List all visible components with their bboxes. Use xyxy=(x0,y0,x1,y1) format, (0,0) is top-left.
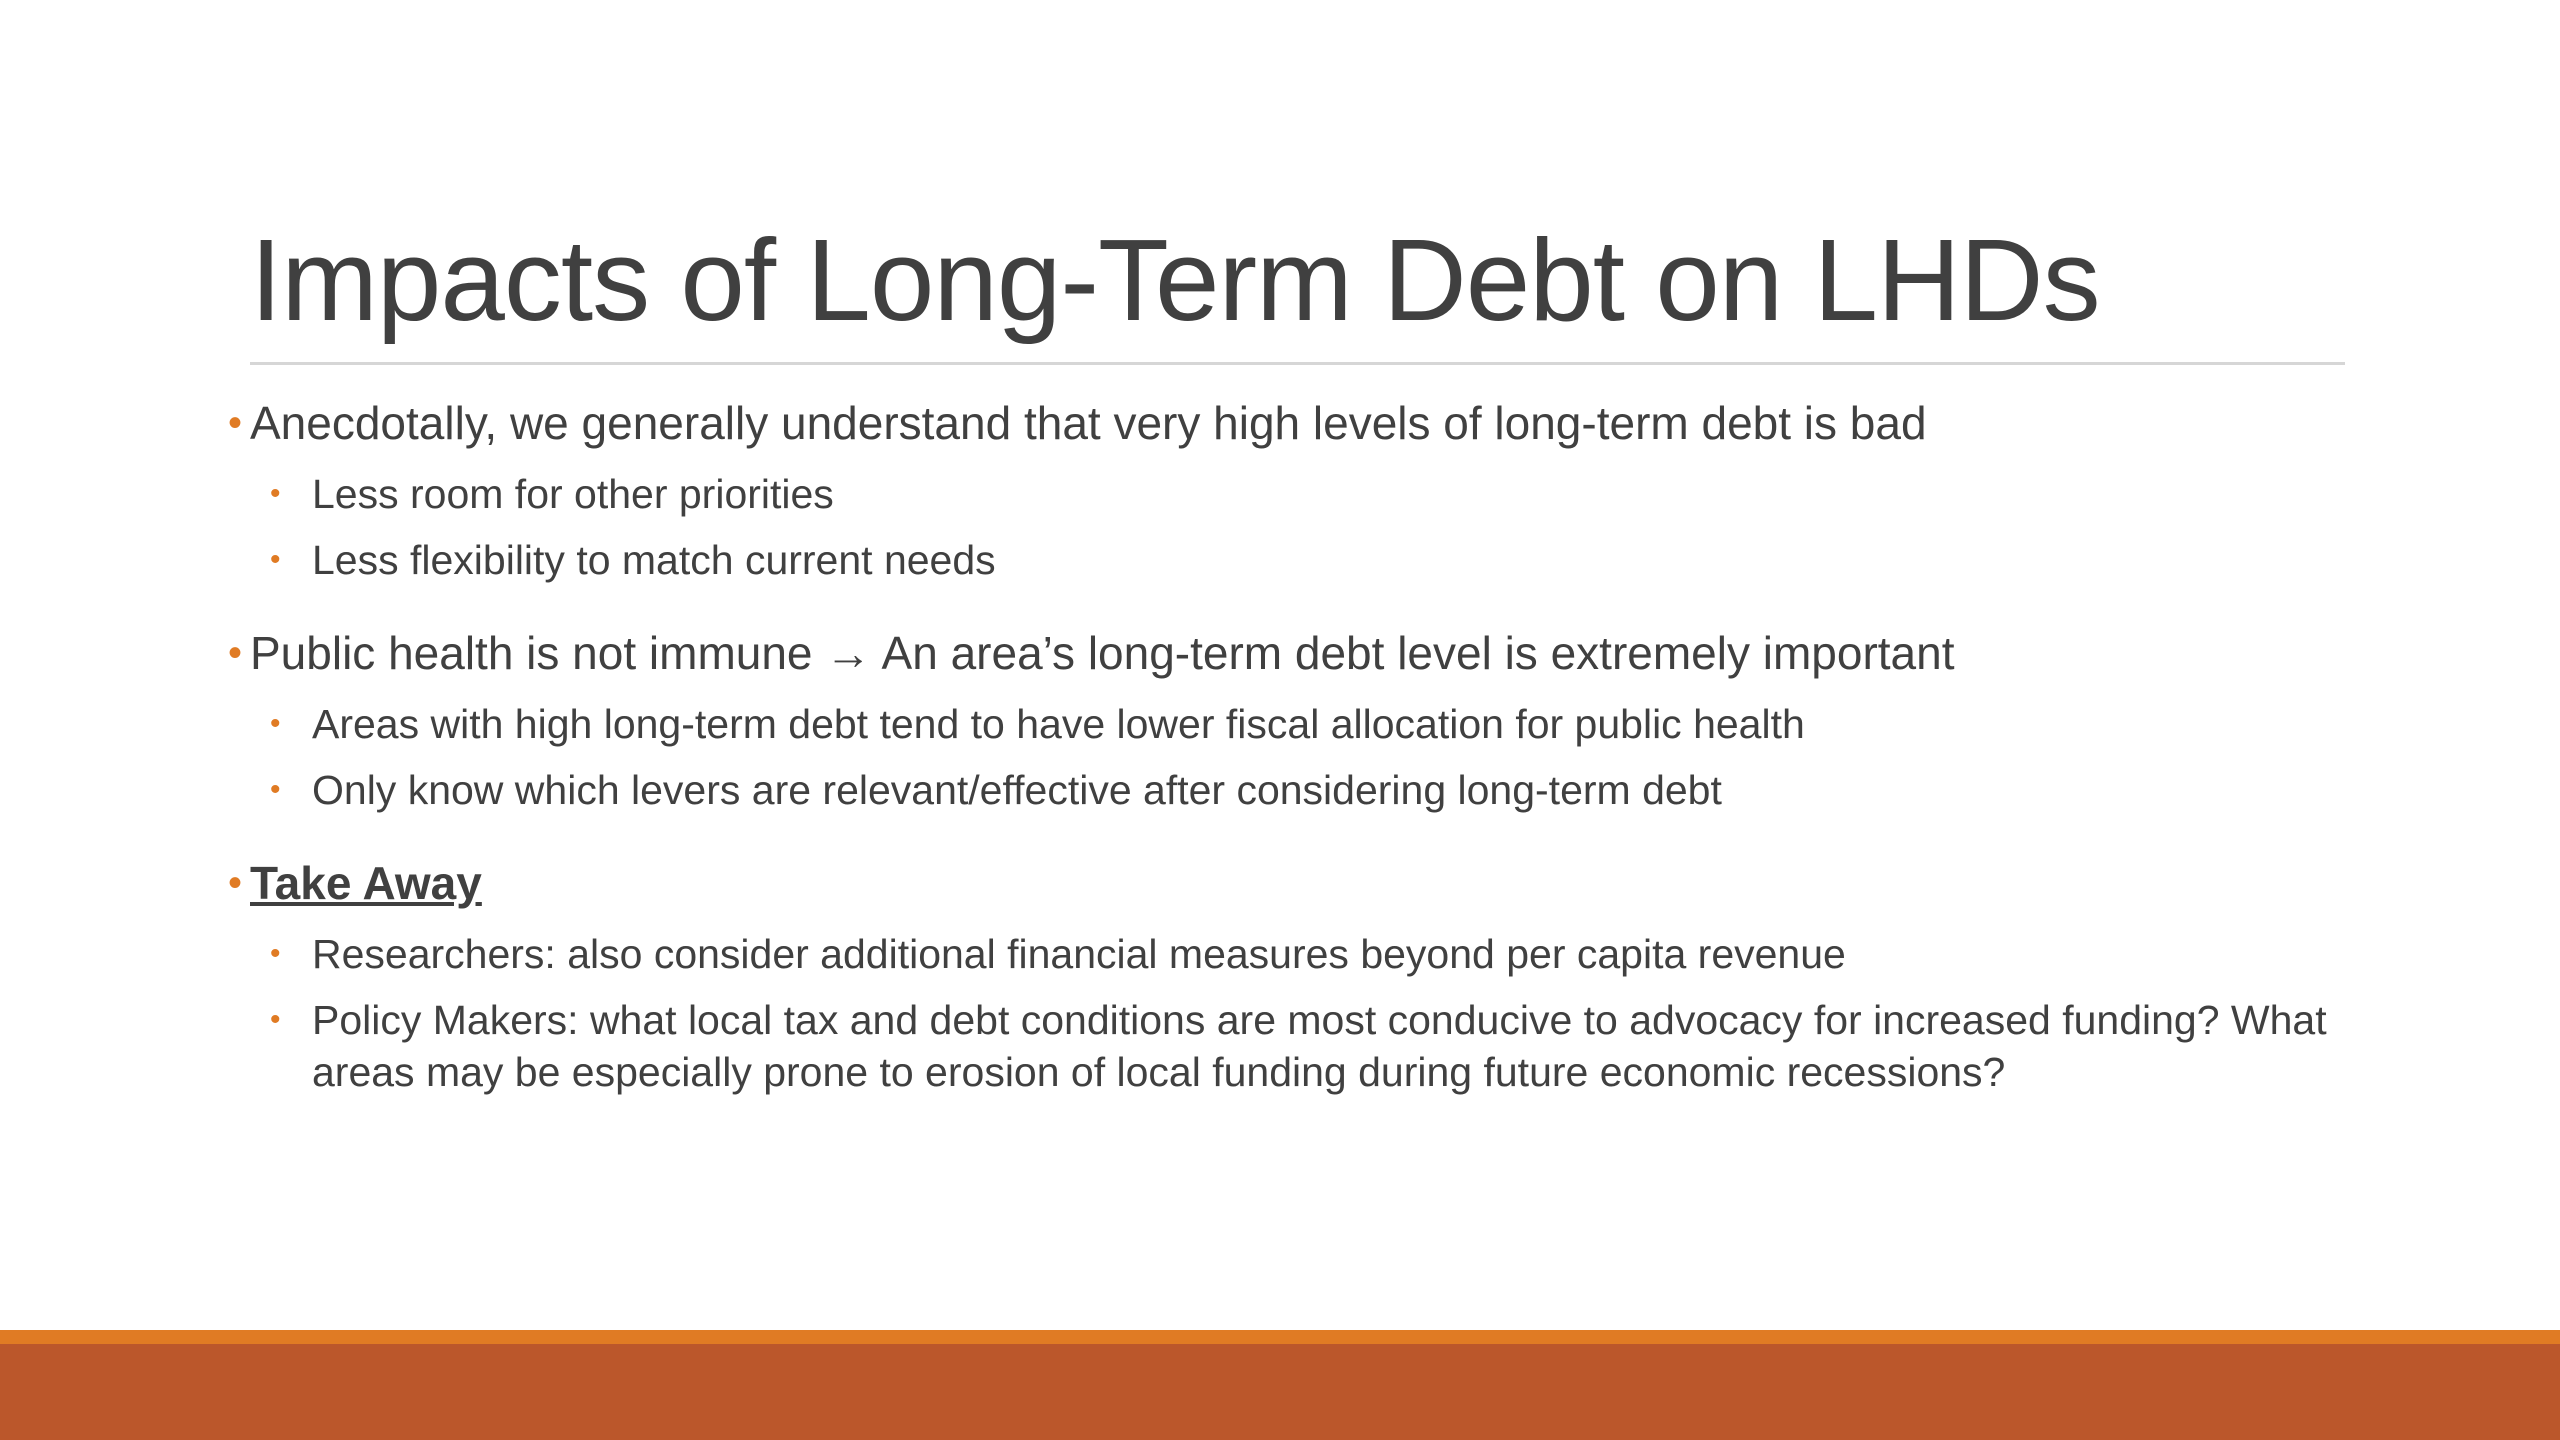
bullet-level1 xyxy=(228,392,2328,454)
takeaway-heading: Take Away xyxy=(250,857,482,909)
bullet-level2 xyxy=(228,698,2332,750)
bullet-level2 xyxy=(228,928,2332,980)
bullet-text: Public health is not immune → An area’s long-term debt level is extremely important xyxy=(250,627,1955,679)
bullet-dot-icon: • xyxy=(270,1003,281,1036)
footer-bar xyxy=(0,1344,2560,1440)
bullet-text: Policy Makers: what local tax and debt conditions are most conducive to advocacy for increased funding? What areas may be especially prone to erosion of local funding during future economic recessions? xyxy=(312,997,2327,1095)
bullet-dot-icon: • xyxy=(270,707,281,740)
bullet-dot-icon: • xyxy=(270,937,281,970)
slide-title: Impacts of Long-Term Debt on LHDs xyxy=(250,215,2100,345)
bullet-level2 xyxy=(228,764,2332,816)
bullet-text: Researchers: also consider additional financial measures beyond per capita revenue xyxy=(312,931,1846,977)
bullet-dot-icon: • xyxy=(228,401,243,445)
bullet-text: Anecdotally, we generally understand that very high levels of long-term debt is bad xyxy=(250,397,1927,449)
slide-content xyxy=(228,392,2328,1098)
bullet-dot-icon: • xyxy=(270,543,281,576)
title-divider xyxy=(250,362,2345,365)
bullet-dot-icon: • xyxy=(270,477,281,510)
bullet-level2 xyxy=(228,994,2332,1098)
bullet-text: Less flexibility to match current needs xyxy=(312,537,996,583)
bullet-level1 xyxy=(228,622,2328,684)
bullet-level2 xyxy=(228,468,2332,520)
bullet-text: Only know which levers are relevant/effective after considering long-term debt xyxy=(312,767,1722,813)
bullet-level1 xyxy=(228,852,2328,914)
footer-accent-stripe xyxy=(0,1330,2560,1344)
bullet-dot-icon: • xyxy=(228,631,243,675)
bullet-dot-icon: • xyxy=(270,773,281,806)
bullet-text: Areas with high long-term debt tend to have lower fiscal allocation for public health xyxy=(312,701,1805,747)
bullet-text: Less room for other priorities xyxy=(312,471,834,517)
bullet-level2 xyxy=(228,534,2332,586)
bullet-dot-icon: • xyxy=(228,861,243,905)
